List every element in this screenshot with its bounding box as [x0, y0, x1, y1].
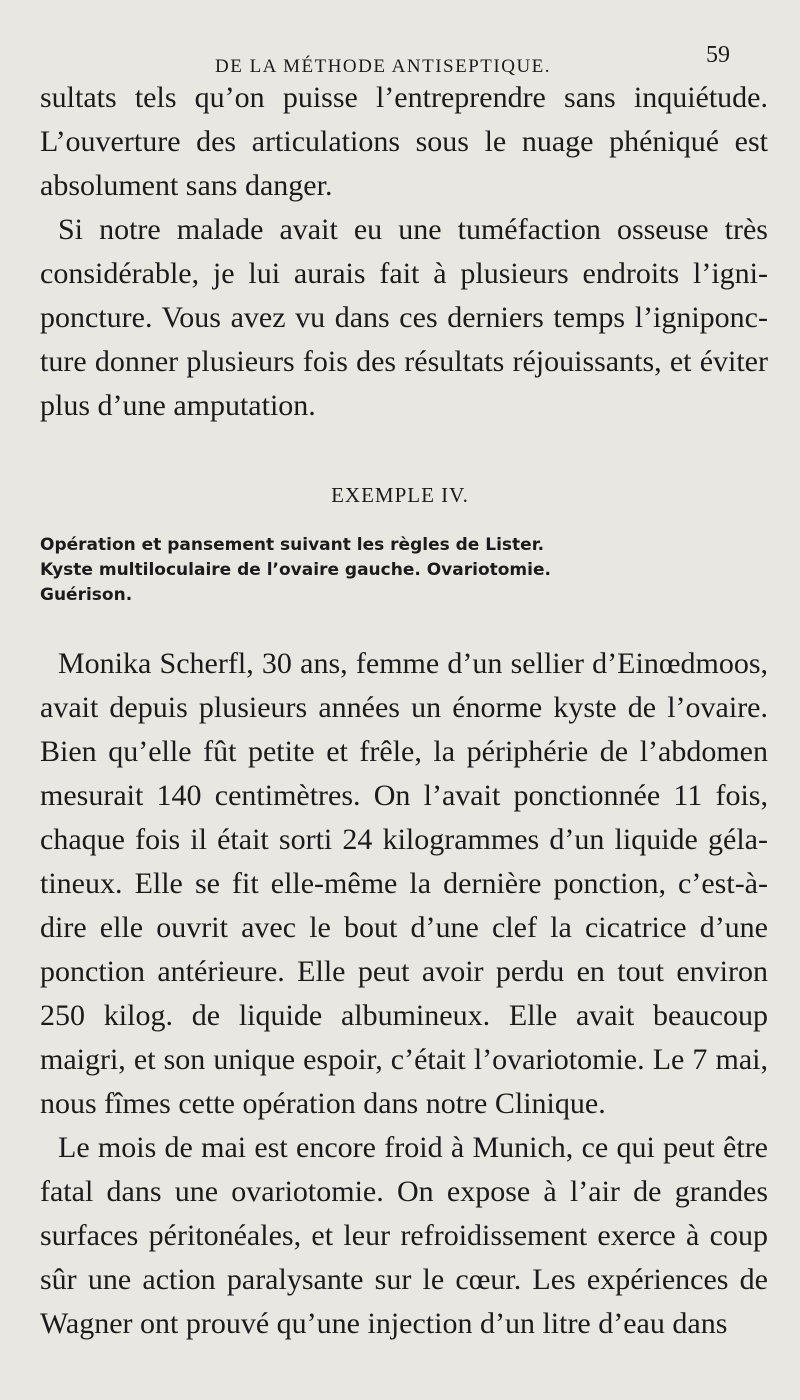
- example-subtitle: [40, 533, 765, 608]
- intro-paragraph: sultats tels qu’on puisse l’entreprendre sans inquiétude. L’ouverture des articulations sous le nuage phéniqué est absolument sans danger.: [40, 81, 768, 202]
- subtitle-line: Kyste multiloculaire de l’ovaire gauche. Ovariotomie.: [40, 560, 551, 580]
- intro-paragraph: Si notre malade avait eu une tuméfaction osseuse très considérable, je lui aurais fait à plusieurs endroits l’igni-poncture. Vous avez vu dans ces derniers temps l’igniponc-ture donner plusieurs fois des résultats réjouissants, et éviter plus d’une amputation.: [40, 213, 768, 422]
- case-paragraph: Monika Scherfl, 30 ans, femme d’un sellier d’Einœdmoos, avait depuis plusieurs années un énorme kyste de l’ovaire. Bien qu’elle fût petite et frêle, la périphérie de l’abdomen mesurait 140 centimètres. On l’avait ponctionnée 11 fois, chaque fois il était sorti 24 kilogrammes d’un liquide géla-tineux. Elle se fit elle-même la dernière ponction, c’est-à-dire elle ouvrit avec le bout d’une clef la cicatrice d’une ponction antérieure. Elle peut avoir perdu en tout environ 250 kilog. de liquide albumineux. Elle avait beaucoup maigri, et son unique espoir, c’était l’ovariotomie. Le 7 mai, nous fîmes cette opération dans notre Clinique.: [40, 647, 768, 1120]
- case-paragraph: Le mois de mai est encore froid à Munich, ce qui peut être fatal dans une ovariotomie. On expose à l’air de grandes surfaces péritonéales, et leur refroidissement exerce à coup sûr une action paralysante sur le cœur. Les expériences de Wagner ont prouvé qu’une injection d’un litre d’eau dans: [40, 1131, 768, 1340]
- intro-text: [40, 76, 768, 428]
- case-text: [40, 642, 768, 1346]
- page-number: 59: [706, 42, 730, 68]
- subtitle-line: Guérison.: [40, 585, 133, 605]
- subtitle-line: Opération et pansement suivant les règles de Lister.: [40, 535, 545, 555]
- running-title: DE LA MÉTHODE ANTISEPTIQUE.: [215, 56, 552, 77]
- example-heading: EXEMPLE IV.: [331, 483, 469, 507]
